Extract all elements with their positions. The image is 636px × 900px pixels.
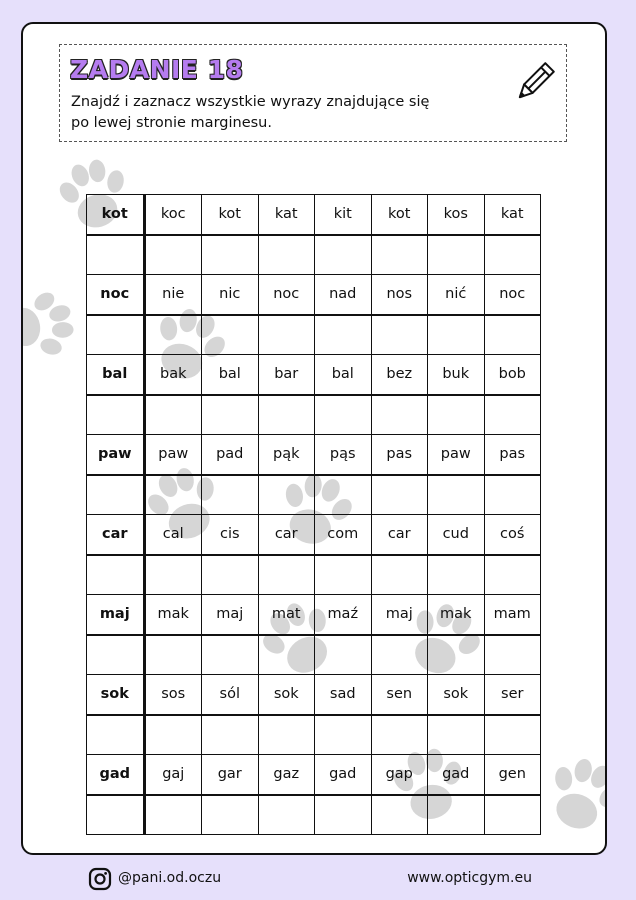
word-cell[interactable]: gar xyxy=(202,755,259,795)
word-cell[interactable]: sen xyxy=(371,675,428,715)
answer-cell[interactable] xyxy=(371,315,428,355)
answer-cell[interactable] xyxy=(258,635,315,675)
answer-cell[interactable] xyxy=(484,315,541,355)
word-cell[interactable]: maj xyxy=(371,595,428,635)
answer-cell[interactable] xyxy=(144,795,202,835)
key-word: paw xyxy=(87,435,145,475)
answer-cell[interactable] xyxy=(484,715,541,755)
word-row xyxy=(87,275,541,315)
answer-row xyxy=(87,315,541,355)
key-word: sok xyxy=(87,675,145,715)
answer-cell[interactable] xyxy=(428,795,485,835)
answer-cell[interactable] xyxy=(202,795,259,835)
answer-cell[interactable] xyxy=(484,475,541,515)
word-row xyxy=(87,755,541,795)
word-cell[interactable]: car xyxy=(258,515,315,555)
word-row xyxy=(87,435,541,475)
answer-cell[interactable] xyxy=(202,475,259,515)
key-word: maj xyxy=(87,595,145,635)
word-row xyxy=(87,195,541,235)
pencil-icon xyxy=(510,59,558,107)
word-cell[interactable]: nić xyxy=(428,275,485,315)
answer-cell[interactable] xyxy=(87,475,145,515)
answer-cell[interactable] xyxy=(87,235,145,275)
answer-cell[interactable] xyxy=(371,555,428,595)
word-cell[interactable]: bez xyxy=(371,355,428,395)
answer-row xyxy=(87,795,541,835)
word-row xyxy=(87,675,541,715)
word-row xyxy=(87,595,541,635)
word-cell[interactable]: gap xyxy=(371,755,428,795)
word-cell[interactable]: sól xyxy=(202,675,259,715)
word-cell[interactable]: kot xyxy=(202,195,259,235)
key-word: car xyxy=(87,515,145,555)
word-cell[interactable]: noc xyxy=(484,275,541,315)
word-cell[interactable]: sad xyxy=(315,675,372,715)
answer-cell[interactable] xyxy=(144,715,202,755)
word-cell[interactable]: coś xyxy=(484,515,541,555)
answer-cell[interactable] xyxy=(484,235,541,275)
answer-cell[interactable] xyxy=(144,635,202,675)
word-cell[interactable]: cis xyxy=(202,515,259,555)
word-cell[interactable]: mat xyxy=(258,595,315,635)
word-cell[interactable]: sos xyxy=(144,675,202,715)
word-cell[interactable]: ser xyxy=(484,675,541,715)
answer-cell[interactable] xyxy=(202,635,259,675)
word-cell[interactable]: bal xyxy=(315,355,372,395)
answer-cell[interactable] xyxy=(315,235,372,275)
answer-cell[interactable] xyxy=(315,715,372,755)
word-cell[interactable]: maź xyxy=(315,595,372,635)
word-cell[interactable]: pąs xyxy=(315,435,372,475)
answer-cell[interactable] xyxy=(428,395,485,435)
answer-cell[interactable] xyxy=(144,555,202,595)
answer-cell[interactable] xyxy=(315,315,372,355)
key-word: kot xyxy=(87,195,145,235)
word-cell[interactable]: com xyxy=(315,515,372,555)
answer-cell[interactable] xyxy=(428,715,485,755)
answer-cell[interactable] xyxy=(428,235,485,275)
answer-cell[interactable] xyxy=(258,715,315,755)
word-cell[interactable]: gad xyxy=(428,755,485,795)
word-cell[interactable]: kit xyxy=(315,195,372,235)
key-word: bal xyxy=(87,355,145,395)
word-cell[interactable]: nie xyxy=(144,275,202,315)
word-cell[interactable]: nic xyxy=(202,275,259,315)
answer-cell[interactable] xyxy=(428,315,485,355)
answer-cell[interactable] xyxy=(144,395,202,435)
answer-cell[interactable] xyxy=(87,795,145,835)
word-cell[interactable]: bob xyxy=(484,355,541,395)
word-cell[interactable]: sok xyxy=(428,675,485,715)
answer-cell[interactable] xyxy=(428,555,485,595)
word-cell[interactable]: bar xyxy=(258,355,315,395)
word-cell[interactable]: koc xyxy=(144,195,202,235)
answer-cell[interactable] xyxy=(484,635,541,675)
answer-cell[interactable] xyxy=(258,795,315,835)
word-cell[interactable]: pas xyxy=(484,435,541,475)
word-cell[interactable]: cud xyxy=(428,515,485,555)
task-title: ZADANIE 18 xyxy=(70,55,244,84)
word-cell[interactable]: kat xyxy=(484,195,541,235)
word-cell[interactable]: sok xyxy=(258,675,315,715)
key-word: noc xyxy=(87,275,145,315)
instagram-icon xyxy=(88,867,112,891)
word-cell[interactable]: kot xyxy=(371,195,428,235)
answer-row xyxy=(87,395,541,435)
word-cell[interactable]: bal xyxy=(202,355,259,395)
answer-cell[interactable] xyxy=(202,555,259,595)
word-cell[interactable]: gaz xyxy=(258,755,315,795)
instagram-handle[interactable]: @pani.od.oczu xyxy=(118,870,222,886)
word-row xyxy=(87,355,541,395)
word-cell[interactable]: gaj xyxy=(144,755,202,795)
answer-cell[interactable] xyxy=(202,235,259,275)
paw-print-icon xyxy=(537,749,607,840)
word-cell[interactable]: pad xyxy=(202,435,259,475)
paw-print-icon xyxy=(23,286,79,365)
answer-cell[interactable] xyxy=(371,395,428,435)
answer-cell[interactable] xyxy=(484,395,541,435)
answer-cell[interactable] xyxy=(371,795,428,835)
task-header xyxy=(59,44,567,142)
answer-cell[interactable] xyxy=(428,475,485,515)
word-cell[interactable]: nad xyxy=(315,275,372,315)
answer-cell[interactable] xyxy=(87,315,145,355)
answer-cell[interactable] xyxy=(315,795,372,835)
word-cell[interactable]: pas xyxy=(371,435,428,475)
word-cell[interactable]: paw xyxy=(428,435,485,475)
answer-cell[interactable] xyxy=(258,235,315,275)
answer-cell[interactable] xyxy=(258,395,315,435)
answer-row xyxy=(87,635,541,675)
answer-cell[interactable] xyxy=(484,555,541,595)
answer-cell[interactable] xyxy=(144,475,202,515)
answer-row xyxy=(87,475,541,515)
answer-cell[interactable] xyxy=(315,475,372,515)
word-cell[interactable]: nos xyxy=(371,275,428,315)
answer-cell[interactable] xyxy=(87,635,145,675)
answer-cell[interactable] xyxy=(202,315,259,355)
answer-cell[interactable] xyxy=(371,715,428,755)
instruction-line: Znajdź i zaznacz wszystkie wyrazy znajdujące się xyxy=(71,94,430,110)
answer-cell[interactable] xyxy=(258,315,315,355)
word-cell[interactable]: cal xyxy=(144,515,202,555)
answer-cell[interactable] xyxy=(202,395,259,435)
word-grid xyxy=(86,194,541,835)
word-cell[interactable]: buk xyxy=(428,355,485,395)
word-cell[interactable]: kos xyxy=(428,195,485,235)
answer-cell[interactable] xyxy=(87,555,145,595)
answer-cell[interactable] xyxy=(371,635,428,675)
instruction-line: po lewej stronie marginesu. xyxy=(71,115,272,131)
website-link[interactable]: www.opticgym.eu xyxy=(407,870,532,886)
word-cell[interactable]: car xyxy=(371,515,428,555)
answer-cell[interactable] xyxy=(428,635,485,675)
word-cell[interactable]: noc xyxy=(258,275,315,315)
word-cell[interactable]: mak xyxy=(144,595,202,635)
word-cell[interactable]: mam xyxy=(484,595,541,635)
word-cell[interactable]: paw xyxy=(144,435,202,475)
answer-cell[interactable] xyxy=(371,475,428,515)
task-instruction xyxy=(71,92,471,134)
answer-cell[interactable] xyxy=(144,315,202,355)
answer-cell[interactable] xyxy=(315,555,372,595)
word-cell[interactable]: bak xyxy=(144,355,202,395)
answer-cell[interactable] xyxy=(484,795,541,835)
answer-cell[interactable] xyxy=(258,475,315,515)
word-cell[interactable]: maj xyxy=(202,595,259,635)
answer-cell[interactable] xyxy=(87,395,145,435)
footer xyxy=(0,860,636,900)
word-row xyxy=(87,515,541,555)
word-cell[interactable]: mak xyxy=(428,595,485,635)
answer-cell[interactable] xyxy=(144,235,202,275)
answer-row xyxy=(87,555,541,595)
answer-cell[interactable] xyxy=(258,555,315,595)
word-cell[interactable]: gen xyxy=(484,755,541,795)
word-cell[interactable]: pąk xyxy=(258,435,315,475)
word-cell[interactable]: kat xyxy=(258,195,315,235)
key-word: gad xyxy=(87,755,145,795)
answer-cell[interactable] xyxy=(315,635,372,675)
answer-cell[interactable] xyxy=(371,235,428,275)
answer-row xyxy=(87,235,541,275)
word-cell[interactable]: gad xyxy=(315,755,372,795)
answer-cell[interactable] xyxy=(202,715,259,755)
answer-cell[interactable] xyxy=(315,395,372,435)
worksheet-card xyxy=(21,22,607,855)
answer-cell[interactable] xyxy=(87,715,145,755)
answer-row xyxy=(87,715,541,755)
